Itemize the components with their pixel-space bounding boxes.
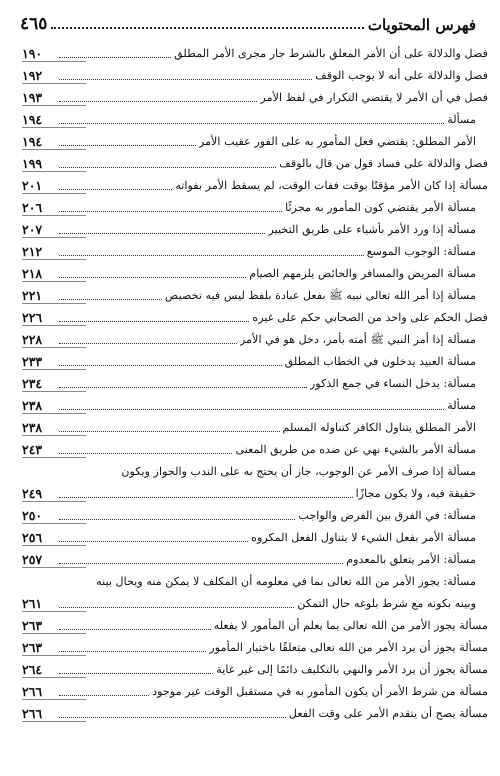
toc-entry-page: ٢١٢ bbox=[22, 244, 43, 259]
leader-dots bbox=[59, 321, 249, 322]
leader-dots bbox=[59, 717, 286, 718]
toc-entry[interactable] bbox=[22, 238, 488, 260]
toc-entry-continuation: وبينه بكونه مع شرط بلوغه حال التمكن bbox=[297, 597, 476, 610]
toc-entry-page: ٢٥٧ bbox=[22, 552, 43, 567]
toc-entry-title: مسألة bbox=[447, 113, 476, 126]
row-underline bbox=[22, 721, 86, 722]
toc-entry-title: مسألة من شرط الأمر أن يكون المأمور به في مستقبل الوقت غير موجود bbox=[152, 685, 488, 698]
leader-dots bbox=[59, 497, 353, 498]
toc-entry-title: مسألة العبيد يدخلون في الخطاب المطلق bbox=[284, 355, 476, 368]
leader-dots bbox=[59, 79, 312, 80]
leader-dots bbox=[59, 299, 162, 300]
leader-dots bbox=[59, 607, 294, 608]
toc-entry[interactable] bbox=[22, 612, 488, 634]
toc-entry[interactable] bbox=[22, 392, 488, 414]
leader-dots bbox=[59, 123, 444, 124]
toc-entry[interactable] bbox=[22, 304, 488, 326]
toc-entry[interactable] bbox=[22, 216, 488, 238]
leader-dots bbox=[59, 167, 276, 168]
toc-entry-page: ٢٦٦ bbox=[22, 684, 43, 699]
toc-entry-page: ١٩٩ bbox=[22, 156, 43, 171]
leader-dots bbox=[59, 343, 237, 344]
toc-entry-title: مسألة إذا أمر النبي ﷺ أمته بأمر، دخل هو في الأمر bbox=[239, 333, 476, 346]
toc-entry-title: مسألة: الوجوب الموسع bbox=[366, 245, 476, 258]
toc-entry-page: ١٩٢ bbox=[22, 68, 43, 83]
leader-dots bbox=[59, 233, 265, 234]
toc-entry-title: مسألة يصح أن يتقدم الأمر على وقت الفعل bbox=[288, 707, 488, 720]
toc-entry[interactable] bbox=[22, 502, 488, 524]
toc-entry[interactable] bbox=[22, 656, 488, 678]
toc-entry-title: مسألة: في الفرق بين الفرض والواجب bbox=[298, 509, 476, 522]
toc-entry[interactable] bbox=[22, 678, 488, 700]
toc-entry-title: مسألة يجوز أن يرد الأمر من الله تعالى متعلقًا باختيار المأمور bbox=[209, 641, 488, 654]
toc-entry-title: مسألة إذا صرف الأمر عن الوجوب، جاز أن يحتج به على الندب والجواز ويكون bbox=[121, 465, 476, 478]
leader-dots bbox=[59, 387, 307, 388]
toc-entry-page: ٢٤٩ bbox=[22, 486, 43, 501]
toc-entry-title: الأمر المطلق يتناول الكافر كتناوله المسلم bbox=[282, 421, 476, 434]
page-title: فهرس المحتويات bbox=[367, 16, 476, 34]
toc-entry-title: مسألة: يدخل النساء في جمع الذكور bbox=[309, 377, 476, 390]
header-leader-dots bbox=[51, 27, 363, 29]
leader-dots bbox=[59, 453, 232, 454]
toc-entry-title: مسألة: يجوز الأمر من الله تعالى بما في معلومه أن المكلف لا يمكن منه ويحال بينه bbox=[96, 575, 476, 588]
page-number: ٤٦٥ bbox=[20, 14, 48, 34]
leader-dots bbox=[59, 431, 280, 432]
toc-entry[interactable] bbox=[22, 106, 488, 128]
toc-entry[interactable] bbox=[22, 568, 488, 612]
toc-entry-page: ١٩٣ bbox=[22, 90, 43, 105]
leader-dots bbox=[59, 255, 364, 256]
toc-entry[interactable] bbox=[22, 458, 488, 502]
toc-entry-page: ٢٢١ bbox=[22, 288, 43, 303]
toc-entry-page: ٢٤٣ bbox=[22, 442, 43, 457]
toc-entry-title: مسألة إذا أمر الله تعالى نبيه ﷺ بفعل عبادة بلفظ ليس فيه تخصيص bbox=[164, 289, 476, 302]
toc-entry[interactable] bbox=[22, 260, 488, 282]
toc-entry-title: الأمر المطلق: يقتضي فعل المأمور به على الفور عقيب الأمر bbox=[198, 135, 476, 148]
toc-entry-title: فصل الحكم على واحد من الصحابي حكم على غيره bbox=[252, 311, 488, 324]
toc-entry-title: مسألة الأمر بالشيء نهي عن ضده من طريق المعنى bbox=[235, 443, 476, 456]
toc-entry-title: مسألة إذا ورد الأمر بأشياء على طريق التخيير bbox=[268, 223, 476, 236]
toc-entry-title: مسألة bbox=[447, 399, 476, 412]
toc-entry[interactable] bbox=[22, 370, 488, 392]
leader-dots bbox=[59, 695, 149, 696]
toc-entry-page: ١٩٤ bbox=[22, 112, 43, 127]
toc-entry[interactable] bbox=[22, 634, 488, 656]
toc-entry[interactable] bbox=[22, 700, 488, 722]
toc-entry-page: ٢٠١ bbox=[22, 178, 43, 193]
toc-entry-page: ٢٣٨ bbox=[22, 420, 43, 435]
toc-list bbox=[22, 40, 488, 722]
leader-dots bbox=[59, 189, 172, 190]
toc-entry-page: ٢٣٣ bbox=[22, 354, 43, 369]
toc-entry-page: ٢٦٤ bbox=[22, 662, 43, 677]
toc-entry-title: مسألة إذا كان الأمر مؤقتًا بوقت ففات الوقت، لم يسقط الأمر بفواته bbox=[175, 179, 488, 192]
leader-dots bbox=[59, 541, 248, 542]
toc-entry[interactable] bbox=[22, 150, 488, 172]
toc-entry[interactable] bbox=[22, 40, 488, 62]
leader-dots bbox=[59, 519, 295, 520]
toc-entry-page: ٢٣٨ bbox=[22, 398, 43, 413]
toc-entry-page: ٢١٨ bbox=[22, 266, 43, 281]
toc-entry-title: مسألة الأمر بفعل الشيء لا يتناول الفعل المكروه bbox=[251, 531, 476, 544]
toc-entry-title: مسألة الأمر يقتضي كون المأمور به مجزئًا bbox=[285, 201, 476, 214]
toc-entry-title: مسألة يجوز الأمر من الله تعالى بما يعلم أن المأمور لا يفعله bbox=[213, 619, 488, 632]
toc-entry-page: ٢٦٦ bbox=[22, 706, 43, 721]
page-header bbox=[20, 8, 476, 34]
leader-dots bbox=[59, 365, 282, 366]
toc-entry[interactable] bbox=[22, 546, 488, 568]
toc-entry[interactable] bbox=[22, 62, 488, 84]
toc-entry-page: ٢٢٦ bbox=[22, 310, 43, 325]
toc-entry-title: فصل في أن الأمر لا يقتضي التكرار في لفظ الأمر bbox=[260, 91, 488, 104]
leader-dots bbox=[59, 277, 246, 278]
toc-entry[interactable] bbox=[22, 84, 488, 106]
toc-entry-title: فصل والدلالة على أنه لا يوجب الوقف bbox=[315, 69, 488, 82]
leader-dots bbox=[59, 101, 257, 102]
toc-entry-page: ٢٠٦ bbox=[22, 200, 43, 215]
toc-entry-title: مسألة: الأمر يتعلق بالمعدوم bbox=[346, 553, 476, 566]
leader-dots bbox=[59, 57, 171, 58]
toc-entry[interactable] bbox=[22, 128, 488, 150]
leader-dots bbox=[59, 563, 343, 564]
toc-entry-page: ١٩٠ bbox=[22, 46, 43, 61]
leader-dots bbox=[59, 673, 213, 674]
toc-entry-page: ٢٥٠ bbox=[22, 508, 43, 523]
leader-dots bbox=[59, 409, 444, 410]
toc-entry[interactable] bbox=[22, 194, 488, 216]
toc-entry-page: ٢٦٣ bbox=[22, 640, 43, 655]
toc-entry-title: مسألة يجوز أن يرد الأمر والنهي بالتكليف دائمًا إلى غير غاية bbox=[216, 663, 488, 676]
toc-entry-page: ٢٦٣ bbox=[22, 618, 43, 633]
toc-entry-page: ٢٣٤ bbox=[22, 376, 43, 391]
toc-entry-page: ٢٢٨ bbox=[22, 332, 43, 347]
toc-entry[interactable] bbox=[22, 172, 488, 194]
toc-entry[interactable] bbox=[22, 414, 488, 436]
toc-entry-page: ٢٥٦ bbox=[22, 530, 43, 545]
toc-entry[interactable] bbox=[22, 436, 488, 458]
toc-entry-title: فصل والدلالة على أن الأمر المعلق بالشرط جار مجرى الأمر المطلق bbox=[174, 47, 488, 60]
toc-entry-page: ٢٦١ bbox=[22, 596, 43, 611]
leader-dots bbox=[59, 629, 211, 630]
toc-entry[interactable] bbox=[22, 326, 488, 348]
toc-entry[interactable] bbox=[22, 282, 488, 304]
leader-dots bbox=[59, 145, 196, 146]
toc-entry-continuation: حقيقة فيه، ولا يكون مجازًا bbox=[355, 487, 476, 500]
toc-entry-title: مسألة المريض والمسافر والحائض يلزمهم الصيام bbox=[249, 267, 476, 280]
toc-entry-title: فصل والدلالة على فساد قول من قال بالوقف bbox=[279, 157, 488, 170]
toc-entry-page: ١٩٤ bbox=[22, 134, 43, 149]
toc-entry[interactable] bbox=[22, 348, 488, 370]
toc-entry[interactable] bbox=[22, 524, 488, 546]
leader-dots bbox=[59, 651, 206, 652]
toc-entry-page: ٢٠٧ bbox=[22, 222, 43, 237]
leader-dots bbox=[59, 211, 282, 212]
